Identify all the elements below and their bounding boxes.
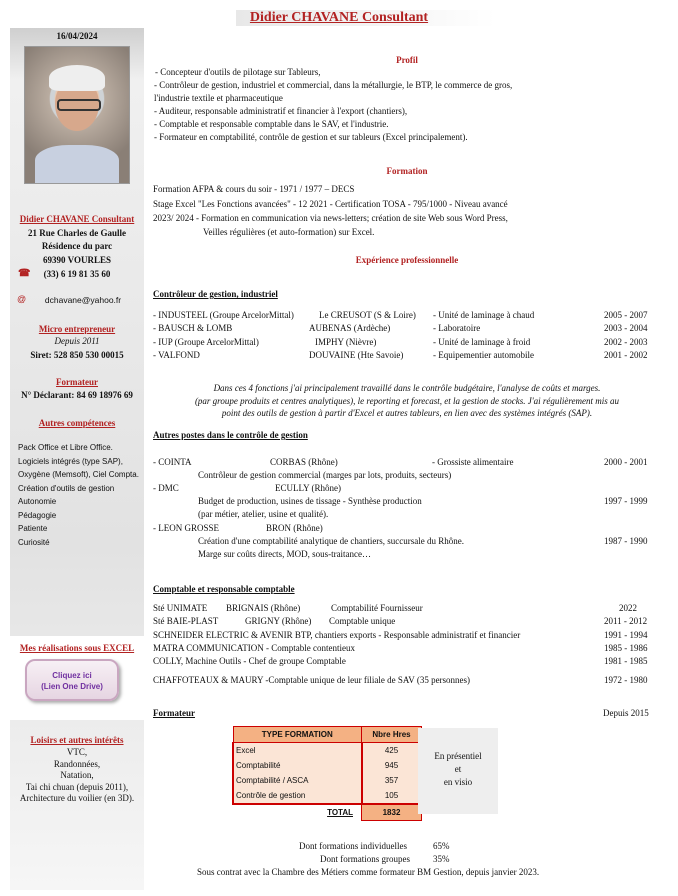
skills-list [18,441,142,549]
training-type: Comptabilité [233,758,362,773]
note-line: en visio [443,777,473,787]
cdg-role: - Unité de laminage à froid [433,337,531,347]
compta-line: CHAFFOTEAUX & MAURY -Comptable unique de leur filiale de SAV (35 personnes) [153,675,471,685]
cdg-company: - BAUSCH & LOMB [153,323,233,333]
cdg-city: AUBENAS (Ardèche) [309,323,391,333]
compta-company: Sté UNIMATE [153,603,208,613]
sidebar-name: Didier CHAVANE Consultant [19,214,135,224]
address-line-3: 69390 VOURLES [43,255,111,265]
training-hours: 357 [362,773,422,788]
profil-heading: Profil [396,55,418,65]
hobby-item: VTC, [66,747,88,757]
autres-company: - COINTA [153,457,192,467]
cdg-company: - IUP (Groupe ArcelorMittal) [153,337,259,347]
cdg-city: DOUVAINE (Hte Savoie) [309,350,404,360]
training-hours: 425 [362,743,422,759]
autres-city: CORBAS (Rhône) [270,457,338,467]
hobbies-list [10,747,144,805]
compta-years: 1972 - 1980 [604,675,648,685]
compta-role: Comptabilité Fournisseur [331,603,423,613]
compta-years: 2011 - 2012 [604,616,648,626]
skill-item: Patiente [18,524,48,533]
profil-line: - Formateur en comptabilité, contrôle de gestion et sur tableurs (Excel principalement). [154,132,468,142]
cdg-heading: Contrôleur de gestion, industriel [153,289,278,299]
training-type: Contrôle de gestion [233,788,362,804]
onedrive-link-button[interactable] [25,659,119,701]
autres-years: 1987 - 1990 [604,536,648,546]
note-line: et [454,764,462,774]
compta-years: 1981 - 1985 [604,656,648,666]
compta-company: Sté BAIE-PLAST [153,616,219,626]
compta-city: BRIGNAIS (Rhône) [226,603,301,613]
profile-photo [24,46,130,184]
autres-heading: Autres postes dans le contrôle de gestion [153,430,308,440]
cdg-years: 2002 - 2003 [604,337,648,347]
table-row [233,788,422,804]
hobby-item: Tai chi chuan (depuis 2011), [25,781,129,792]
page-title-bar [0,8,678,30]
group-value: 35% [433,854,450,864]
formation-line: Formation AFPA & cours du soir - 1971 / 1977 – DECS [153,184,355,194]
autres-years: 1997 - 1999 [604,496,648,506]
button-line-1: Cliquez ici [52,671,92,680]
address-line-1: 21 Rue Charles de Gaulle [28,228,126,238]
delivery-mode-note [418,728,498,814]
training-table [232,726,423,821]
compta-line: SCHNEIDER ELECTRIC & AVENIR BTP, chantiers exports - Responsable administratif et financier [153,630,521,640]
formateur-since: Depuis 2015 [603,708,649,718]
compta-role: Comptable unique [329,616,396,626]
column-header-type: TYPE FORMATION [233,727,362,743]
autres-role: - Grossiste alimentaire [432,457,514,467]
indiv-label: Dont formations individuelles [299,841,407,851]
autres-desc: Contrôleur de gestion commercial (marges par lots, produits, secteurs) [198,470,452,480]
cdg-role: - Laboratoire [433,323,481,333]
autres-desc: (par métier, atelier, usine et qualité). [198,509,329,519]
micro-since: Depuis 2011 [54,336,100,346]
cdg-years: 2005 - 2007 [604,310,648,320]
total-hours: 1832 [362,804,422,821]
autres-desc: Budget de production, usines de tissage - Synthèse production [198,496,422,506]
autres-years: 2000 - 2001 [604,457,648,467]
training-type: Excel [233,743,362,759]
skill-item: Oxygène (Memsoft), Ciel Compta. [18,470,139,479]
skill-item: Autonomie [18,497,57,506]
cdg-note-line: (par groupe produits et centres analytiques), le reporting et forecast, et la gestion de stocks. J'ai régulièrement mis au [194,395,620,406]
hobby-item: Randonnées, [53,758,101,769]
autres-company: - DMC [153,483,179,493]
declarant-number: N° Déclarant: 84 69 18976 69 [21,390,133,400]
button-line-2: (Lien One Drive) [41,682,103,691]
autres-desc: Création d'une comptabilité analytique de chantiers, succursale du Rhône. [198,536,465,546]
compta-city: GRIGNY (Rhône) [245,616,312,626]
cdg-note-line: Dans ces 4 fonctions j'ai principalement travaillé dans le contrôle budgétaire, l'analyse de coûts et marges. [213,383,601,393]
autres-city: ECULLY (Rhône) [275,483,342,493]
profil-line: l'industrie textile et pharmaceutique [154,93,283,103]
experience-heading: Expérience professionnelle [355,255,459,265]
cdg-city: Le CREUSOT (S & Loire) [319,310,416,320]
autres-desc: Marge sur coûts directs, MOD, sous-traitance… [198,549,372,559]
compta-line: COLLY, Machine Outils - Chef de groupe Comptable [153,656,346,666]
profil-line: - Concepteur d'outils de pilotage sur Tableurs, [155,67,321,77]
group-label: Dont formations groupes [320,854,410,864]
autres-company: - LEON GROSSE [153,523,220,533]
sidebar [10,28,144,890]
phone-number: (33) 6 19 81 35 60 [43,269,111,279]
cdg-role: - Unité de laminage à chaud [433,310,535,320]
excel-heading: Mes réalisations sous EXCEL [19,643,135,653]
training-hours: 945 [362,758,422,773]
training-hours: 105 [362,788,422,804]
skill-item: Création d'outils de gestion [18,483,115,493]
cdg-company: - INDUSTEEL (Groupe ArcelorMittal) [153,310,294,320]
cdg-city: IMPHY (Nièvre) [315,337,377,347]
table-total-row [233,804,422,821]
training-type: Comptabilité / ASCA [233,773,362,788]
table-row [233,758,422,773]
cdg-company: - VALFOND [153,350,200,360]
email-link[interactable]: dchavane@yahoo.fr [44,295,122,305]
skill-item: Pédagogie [18,510,57,520]
compta-heading: Comptable et responsable comptable [153,584,295,594]
table-row [233,743,422,759]
formation-line: Stage Excel "Les Fonctions avancées" - 12 2021 - Certification TOSA - 795/1000 - Niveau avancé [153,199,508,209]
table-header-row [233,727,422,743]
profil-line: - Comptable et responsable comptable dans le SAV, et l'industrie. [154,119,389,129]
page-title: Didier CHAVANE Consultant [249,10,429,25]
column-header-hours: Nbre Hres [362,727,422,743]
note-line: En présentiel [434,751,482,761]
autres-city: BRON (Rhône) [266,523,323,533]
cdg-years: 2001 - 2002 [604,350,648,360]
compta-line: MATRA COMMUNICATION - Comptable contentieux [153,643,355,653]
micro-heading: Micro entrepreneur [38,324,116,334]
formation-line: Veilles régulières (et auto-formation) sur Excel. [203,227,375,237]
indiv-value: 65% [433,841,450,851]
compta-years: 1985 - 1986 [604,643,648,653]
formation-line: 2023/ 2024 - Formation en communication via news-letters; création de site Web sous Word Press, [153,213,508,223]
skill-item: Pack Office et Libre Office. [18,443,113,452]
cv-date: 16/04/2024 [56,31,98,41]
table-row [233,773,422,788]
cdg-note-line: point des outils de gestion à partir d'Excel et autres tableurs, en lien avec des systèmes intégrés (SAP). [221,408,593,418]
cdg-role: - Equipementier automobile [433,350,534,360]
formation-heading: Formation [386,166,428,176]
profil-line: - Contrôleur de gestion, industriel et commercial, dans la métallurgie, le BTP, le commerce de gros, [154,80,513,90]
total-label: TOTAL [327,808,353,818]
compta-years: 1991 - 1994 [604,630,648,640]
profil-line: - Auditeur, responsable administratif et financier à l'export (chantiers), [154,106,408,116]
skill-item: Curiosité [18,537,50,547]
skill-item: Logiciels intégrés (type SAP), [18,456,123,466]
cdg-note [152,382,662,420]
email-row [10,295,144,305]
formateur-heading: Formateur [56,377,98,387]
cdg-years: 2003 - 2004 [604,323,648,333]
contract-line: Sous contrat avec la Chambre des Métiers comme formateur BM Gestion, depuis janvier 2023. [197,867,540,877]
hobby-item: Natation, [60,770,94,780]
hobbies-heading: Loisirs et autres intérêts [30,735,124,745]
hobby-item: Architecture du voilier (en 3D). [19,793,135,803]
email-icon: @ [17,294,27,304]
formateur-section-heading: Formateur [153,708,195,718]
siret: Siret: 528 850 530 00015 [30,350,124,360]
skills-heading: Autres compétences [38,418,116,428]
address-line-2: Résidence du parc [41,241,113,251]
phone-icon: ☎ [18,268,31,279]
compta-years: 2022 [619,603,637,613]
phone-row [10,269,144,279]
